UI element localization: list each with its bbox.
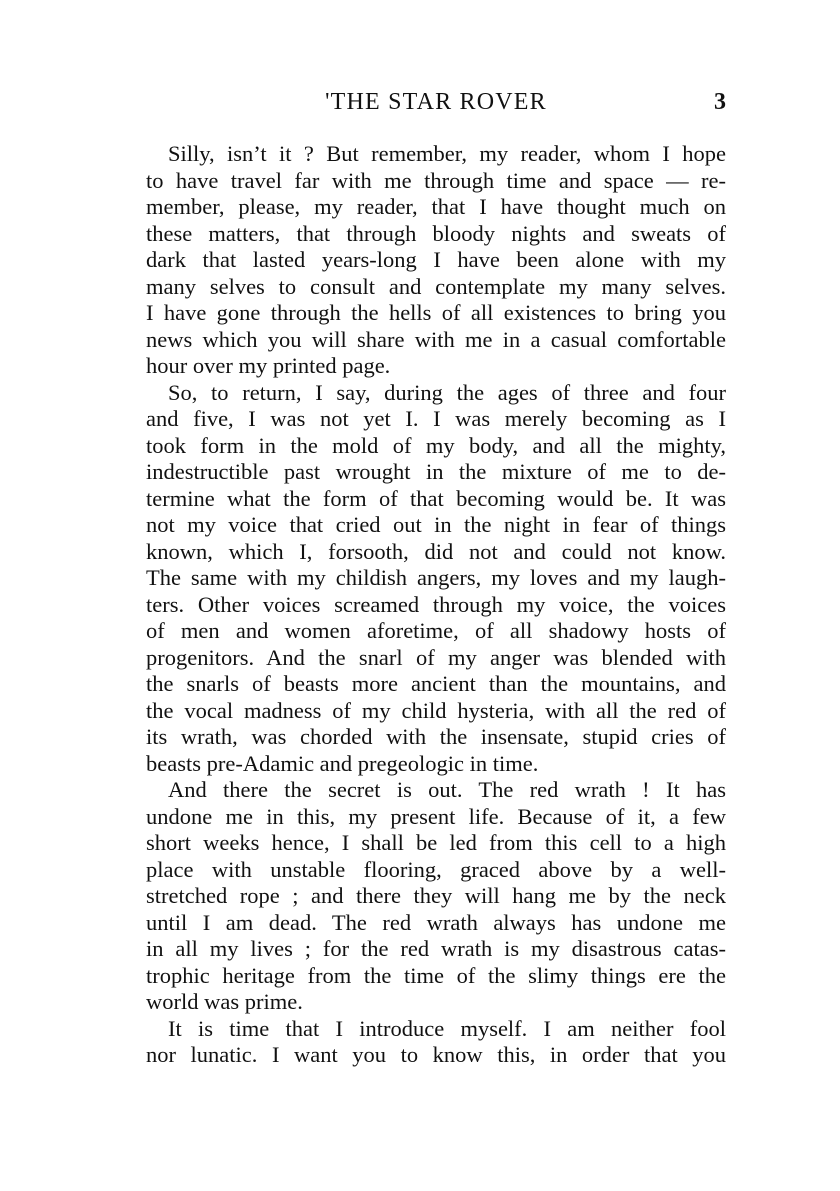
text-line: ters. Other voices screamed through my voice, the voices (146, 591, 726, 617)
text-line: took form in the mold of my body, and all the mighty, (146, 432, 726, 458)
text-line: until I am dead. The red wrath always has undone me (146, 909, 726, 935)
text-line: dark that lasted years-long I have been alone with my (146, 247, 726, 272)
running-head (146, 82, 726, 122)
text-line: beasts pre-Adamic and pregeologic in time. (146, 750, 539, 776)
text-line: termine what the form of that becoming would be. It was (146, 485, 726, 511)
text-line: place with unstable flooring, graced above by a well- (146, 856, 726, 882)
text-line: and five, I was not yet I. I was merely becoming as I (146, 406, 726, 431)
text-line: progenitors. And the snarl of my anger was blended with (146, 644, 726, 670)
text-line: of men and women aforetime, of all shadowy hosts of (146, 618, 726, 643)
text-line: many selves to consult and contemplate my many selves. (146, 273, 726, 299)
text-line: news which you will share with me in a casual comfortable (146, 326, 726, 352)
text-line: known, which I, forsooth, did not and could not know. (146, 538, 726, 564)
text-line: hour over my printed page. (146, 353, 391, 378)
text-line: the snarls of beasts more ancient than the mountains, and (146, 671, 726, 696)
text-line: The same with my childish angers, my loves and my laugh- (146, 565, 726, 590)
text-line: I have gone through the hells of all existences to bring you (146, 300, 726, 325)
text-line: And there the secret is out. The red wrath ! It has (168, 777, 726, 802)
text-line: short weeks hence, I shall be led from this cell to a high (146, 830, 726, 855)
text-line: It is time that I introduce myself. I am neither fool (168, 1015, 726, 1041)
text-line: its wrath, was chorded with the insensate, stupid cries of (146, 724, 726, 749)
body-text (146, 141, 726, 1069)
text-line: in all my lives ; for the red wrath is my disastrous catas- (146, 936, 726, 961)
text-line: Silly, isn’t it ? But remember, my reader, whom I hope (168, 141, 726, 166)
text-line: nor lunatic. I want you to know this, in order that you (146, 1042, 726, 1067)
text-line: to have travel far with me through time and space — re- (146, 167, 726, 193)
text-line: undone me in this, my present life. Because of it, a few (146, 803, 726, 829)
text-line: not my voice that cried out in the night in fear of things (146, 512, 726, 537)
text-line: trophic heritage from the time of the slimy things ere the (146, 962, 726, 988)
text-line: world was prime. (146, 989, 303, 1014)
text-line: these matters, that through bloody nights and sweats of (146, 220, 726, 246)
text-line: member, please, my reader, that I have thought much on (146, 194, 726, 219)
text-line: stretched rope ; and there they will hang me by the neck (146, 883, 726, 908)
text-line: the vocal madness of my child hysteria, with all the red of (146, 697, 726, 723)
page-number: 3 (714, 89, 726, 115)
text-line: indestructible past wrought in the mixture of me to de- (146, 459, 726, 484)
running-title: 'THE STAR ROVER (325, 89, 547, 115)
text-line: So, to return, I say, during the ages of three and four (168, 379, 726, 405)
